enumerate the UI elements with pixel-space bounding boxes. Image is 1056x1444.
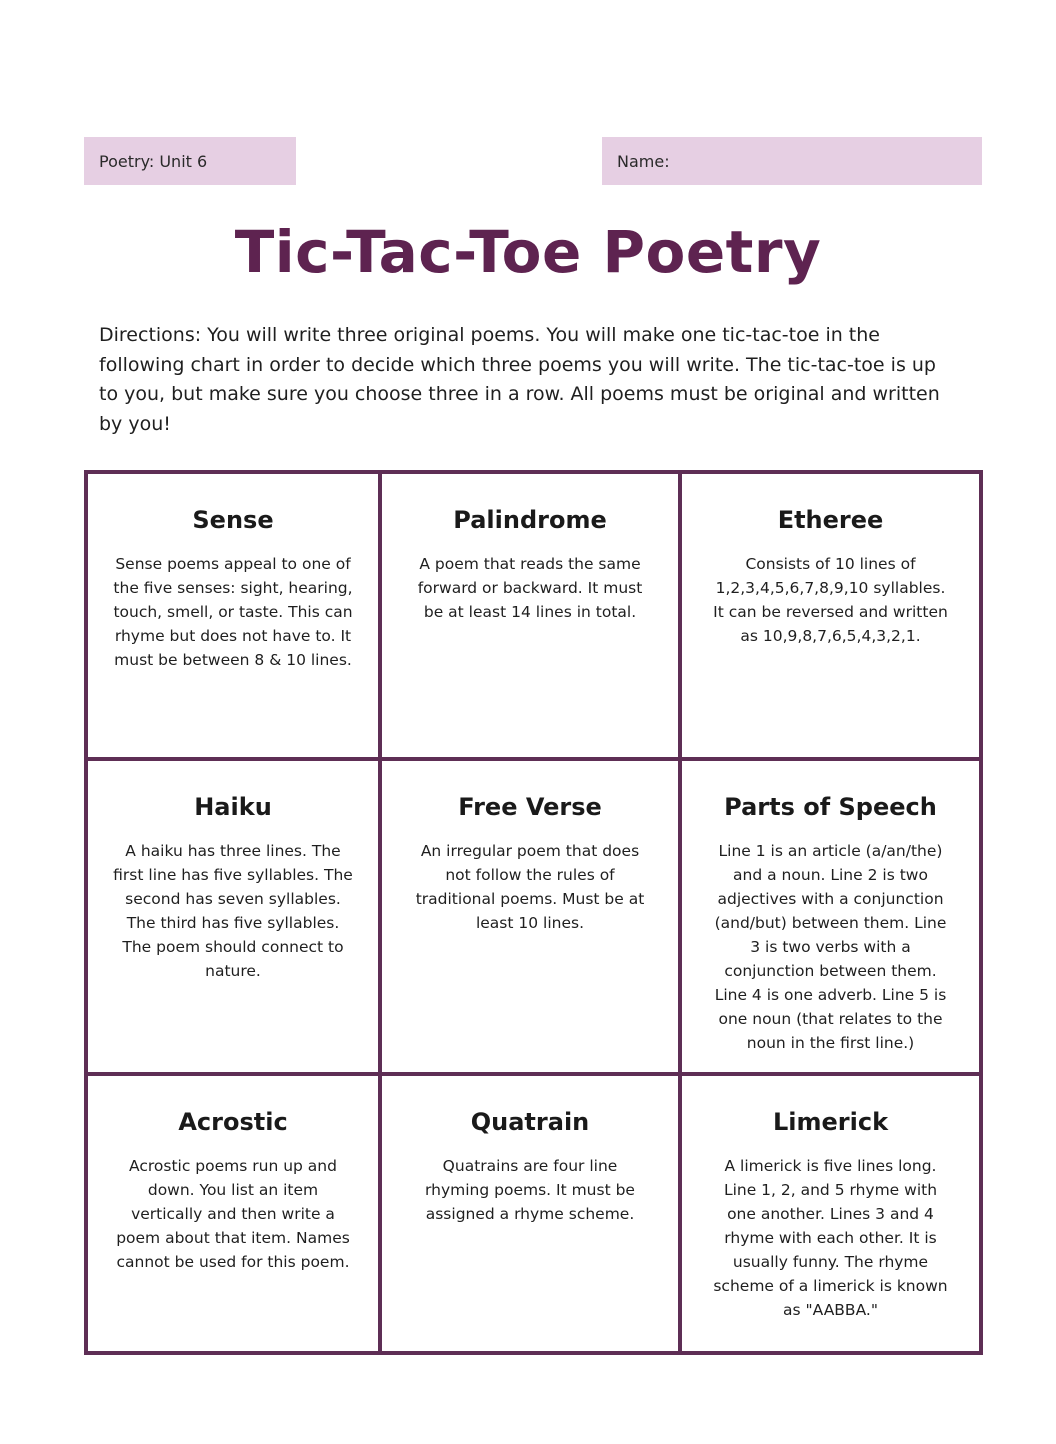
tic-tac-toe-grid — [84, 470, 983, 1355]
cell-description: Sense poems appeal to one of the five senses: sight, hearing, touch, smell, or taste. This can rhyme but does not have to. It must be between 8 & 10 lines. — [113, 555, 353, 669]
cell-description: Consists of 10 lines of 1,2,3,4,5,6,7,8,9,10 syllables. It can be reversed and written as 10,9,8,7,6,5,4,3,2,1. — [713, 555, 948, 645]
cell-etheree[interactable] — [682, 474, 979, 761]
page-title: Tic-Tac-Toe Poetry — [234, 218, 822, 286]
cell-quatrain[interactable] — [382, 1076, 682, 1351]
unit-label — [84, 137, 296, 185]
cell-title: Limerick — [772, 1108, 889, 1136]
cell-limerick[interactable] — [682, 1076, 979, 1351]
cell-description: A poem that reads the same forward or backward. It must be at least 14 lines in total. — [417, 555, 643, 621]
cell-title: Haiku — [194, 793, 272, 821]
cell-palindrome[interactable] — [382, 474, 682, 761]
cell-title: Sense — [192, 506, 274, 534]
cell-acrostic[interactable] — [88, 1076, 382, 1351]
cell-sense[interactable] — [88, 474, 382, 761]
cell-description: Line 1 is an article (a/an/the) and a noun. Line 2 is two adjectives with a conjunction (and/but) between them. Line 3 is two verbs with a conjunction between them. Line 4 is one adverb. Line 5 is one noun (that relates to the noun in the first line.) — [714, 842, 947, 1052]
cell-description: A haiku has three lines. The first line has five syllables. The second has seven syllables. The third has five syllables. The poem should connect to nature. — [113, 842, 353, 980]
unit-label-text: Poetry: Unit 6 — [99, 151, 208, 171]
cell-title: Acrostic — [178, 1108, 288, 1136]
cell-title: Parts of Speech — [724, 793, 937, 821]
name-field[interactable] — [602, 137, 982, 185]
cell-haiku[interactable] — [88, 761, 382, 1076]
cell-title: Palindrome — [453, 506, 607, 534]
cell-free-verse[interactable] — [382, 761, 682, 1076]
name-label-text: Name: — [617, 151, 670, 171]
cell-description: Acrostic poems run up and down. You list an item vertically and then write a poem about that item. Names cannot be used for this poem. — [116, 1157, 350, 1271]
cell-parts-of-speech[interactable] — [682, 761, 979, 1076]
cell-description: An irregular poem that does not follow the rules of traditional poems. Must be at least 10 lines. — [415, 842, 645, 932]
cell-description: Quatrains are four line rhyming poems. It must be assigned a rhyme scheme. — [425, 1157, 635, 1223]
cell-description: A limerick is five lines long. Line 1, 2, and 5 rhyme with one another. Lines 3 and 4 rhyme with each other. It is usually funny. The rhyme scheme of a limerick is known as "AABBA." — [713, 1157, 948, 1319]
cell-title: Quatrain — [470, 1108, 590, 1136]
cell-title: Free Verse — [458, 793, 602, 821]
directions-text: Directions: You will write three original poems. You will make one tic-tac-toe in the following chart in order to decide which three poems you will write. The tic-tac-toe is up to you, but make sure you choose three in a row. All poems must be original and written by you! — [99, 324, 940, 435]
cell-title: Etheree — [777, 506, 884, 534]
